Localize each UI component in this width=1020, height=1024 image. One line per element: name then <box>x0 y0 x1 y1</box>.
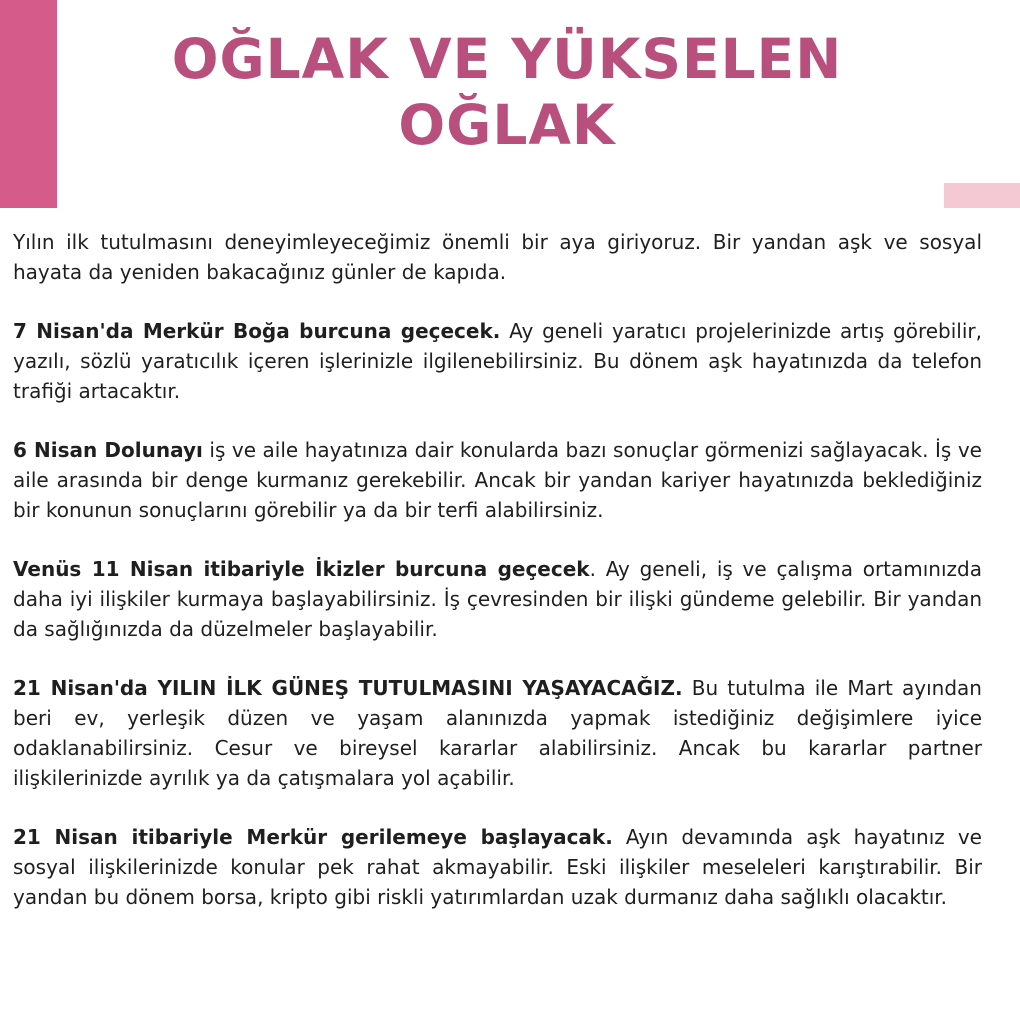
article-body <box>13 227 982 941</box>
title-line-1: OĞLAK VE YÜKSELEN <box>171 27 843 91</box>
paragraph-text: Bu tutulma ile Mart ayından beri ev, yerleşik düzen ve yaşam alanınızda yapmak istediğiniz değişimlere iyice odaklanabilirsiniz. Cesur ve bireysel kararlar alabilirsiniz. Ancak bu kararlar partner ilişkilerinizde ayrılık ya da çatışmalara yol açabilir. <box>13 676 982 790</box>
paragraph-text: Ayın devamında aşk hayatınız ve sosyal ilişkilerinizde konular pek rahat akmayabilir. Eski ilişkiler meseleleri karıştırabilir. Bir yandan bu dönem borsa, kripto gibi riskli yatırımlardan uzak durmanız daha sağlıklı olacaktır. <box>13 825 982 909</box>
paragraph-heading: 6 Nisan Dolunayı <box>13 438 203 462</box>
right-accent-bar <box>944 183 1020 208</box>
paragraph-mercury-retrograde <box>13 822 982 912</box>
paragraph-mercury-taurus <box>13 316 982 406</box>
page-title <box>57 26 957 158</box>
left-accent-bar <box>0 0 57 208</box>
paragraph-text: Ay geneli yaratıcı projelerinizde artış görebilir, yazılı, sözlü yaratıcılık içeren işlerinizle ilgilenebilirsiniz. Bu dönem aşk hayatınızda da telefon trafiği artacaktır. <box>13 319 982 403</box>
paragraph-full-moon <box>13 435 982 525</box>
paragraph-text: . Ay geneli, iş ve çalışma ortamınızda daha iyi ilişkiler kurmaya başlayabilirsiniz. İş çevresinden bir ilişki gündeme gelebilir. Bir yandan da sağlığınızda da düzelmeler başlayabilir. <box>13 557 982 641</box>
paragraph-heading: 7 Nisan'da Merkür Boğa burcuna geçecek. <box>13 319 501 343</box>
paragraph-intro <box>13 227 982 287</box>
paragraph-heading: 21 Nisan'da YILIN İLK GÜNEŞ TUTULMASINI YAŞAYACAĞIZ. <box>13 676 683 700</box>
paragraph-heading: 21 Nisan itibariyle Merkür gerilemeye başlayacak. <box>13 825 613 849</box>
paragraph-heading: Venüs 11 Nisan itibariyle İkizler burcuna geçecek <box>13 557 590 581</box>
paragraph-venus-gemini <box>13 554 982 644</box>
title-line-2: OĞLAK <box>398 93 616 157</box>
paragraph-text: Yılın ilk tutulmasını deneyimleyeceğimiz önemli bir aya giriyoruz. Bir yandan aşk ve sosyal hayata da yeniden bakacağınız günler de kapıda. <box>13 230 982 284</box>
paragraph-text: iş ve aile hayatınıza dair konularda bazı sonuçlar görmenizi sağlayacak. İş ve aile arasında bir denge kurmanız gerekebilir. Ancak bir yandan kariyer hayatınızda beklediğiniz bir konunun sonuçlarını görebilir ya da bir terfi alabilirsiniz. <box>13 438 982 522</box>
paragraph-solar-eclipse <box>13 673 982 793</box>
